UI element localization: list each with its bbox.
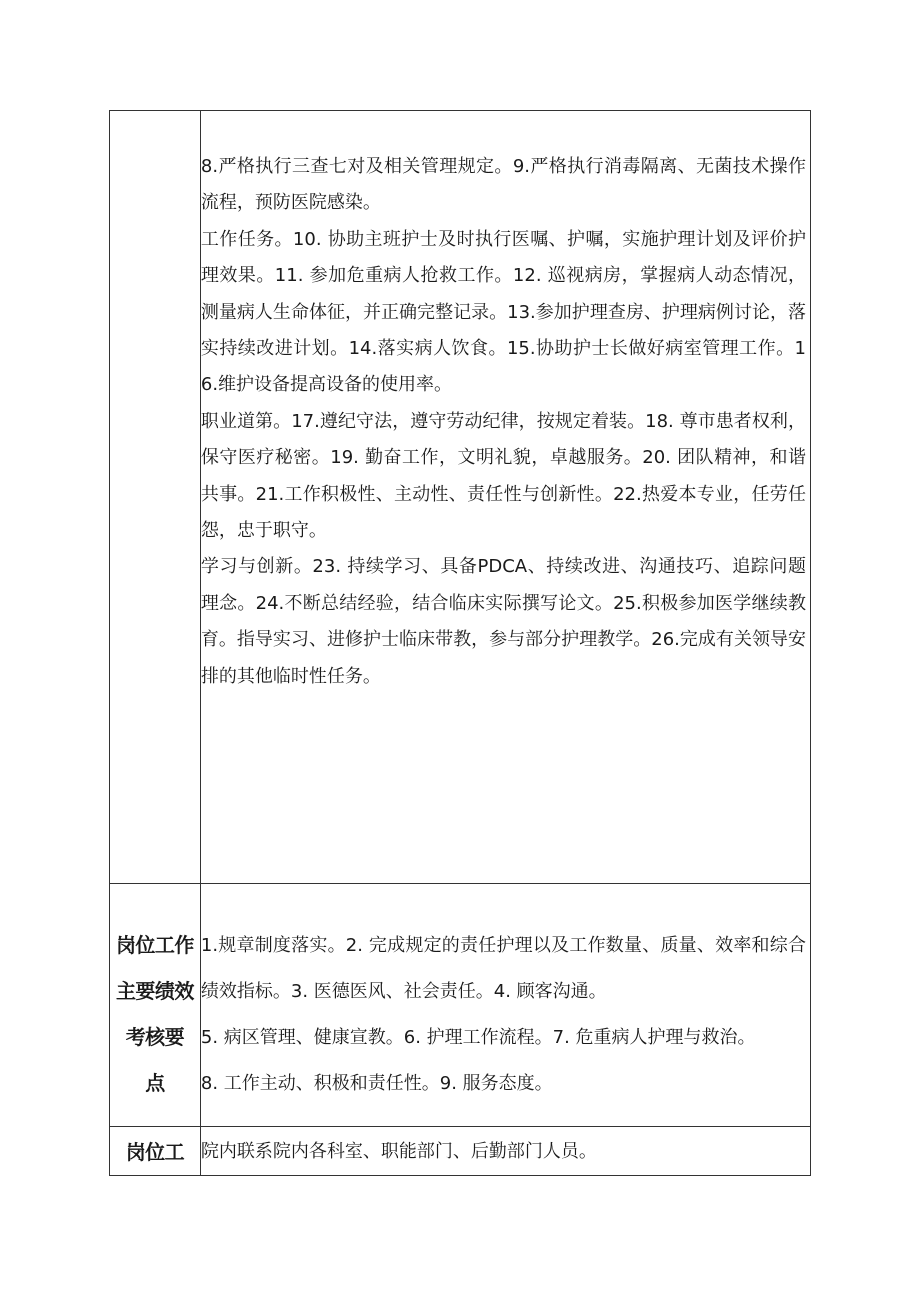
contacts-label-cell — [110, 1127, 201, 1176]
contacts-content-cell — [200, 1127, 810, 1176]
job-description-table — [109, 110, 811, 1176]
row-label-cell — [110, 111, 201, 884]
performance-paragraph: 1.规章制度落实。2. 完成规定的责任护理以及工作数量、质量、效率和综合绩效指标。3. 医德医风、社会责任。4. 顾客沟通。 — [200, 935, 806, 1002]
performance-paragraph: 8. 工作主动、积极和责任性。9. 服务态度。 — [200, 1073, 553, 1094]
contacts-label: 岗位工 — [125, 1140, 185, 1164]
performance-label-cell — [110, 884, 201, 1127]
duties-content-cell — [200, 111, 810, 884]
table-row-contacts — [110, 1127, 811, 1176]
duties-paragraph-tasks: 工作任务。10. 协助主班护士及时执行医嘱、护嘱，实施护理计划及评价护理效果。11. 参加危重病人抢救工作。12. 巡视病房，掌握病人动态情况，测量病人生命体征，并正确完整记录。13.参加护理查房、护理病例讨论，落实持续改进计划。14.落实病人饮食。15.协助护士长做好病室管理工作。16.维护设备提高设备的使用率。 — [200, 228, 806, 396]
performance-label-line: 点 — [145, 1071, 165, 1095]
duties-paragraph-ethics: 职业道第。17.遵纪守法，遵守劳动纪律，按规定着装。18. 尊市患者权利，保守医疗秘密。19. 勤奋工作，文明礼貌，卓越服务。20. 团队精神，和谐共事。21.工作积极性、主动性、责任性与创新性。22.热爱本专业，任劳任怨，忠于职守。 — [200, 410, 806, 542]
performance-label-line: 主要绩效 — [115, 979, 194, 1003]
duties-paragraph-rules: 8.严格执行三查七对及相关管理规定。9.严格执行消毒隔离、无菌技术操作流程，预防医院感染。 — [200, 156, 806, 214]
contacts-paragraph: 院内联系院内各科室、职能部门、后勤部门人员。 — [200, 1141, 597, 1162]
performance-paragraph: 5. 病区管理、健康宣教。6. 护理工作流程。7. 危重病人护理与救治。 — [200, 1027, 756, 1048]
performance-label-line: 考核要 — [125, 1025, 185, 1049]
duties-paragraph-learning: 学习与创新。23. 持续学习、具备PDCA、持续改进、沟通技巧、追踪问题理念。24.不断总结经验，结合临床实际撰写论文。25.积极参加医学继续教育。指导实习、进修护士临床带教，参与部分护理教学。26.完成有关领导安排的其他临时性任务。 — [200, 556, 806, 687]
table-row-duties — [110, 111, 811, 884]
performance-content-cell — [200, 884, 810, 1127]
performance-label-line: 岗位工作 — [115, 933, 194, 957]
table-row-performance — [110, 884, 811, 1127]
